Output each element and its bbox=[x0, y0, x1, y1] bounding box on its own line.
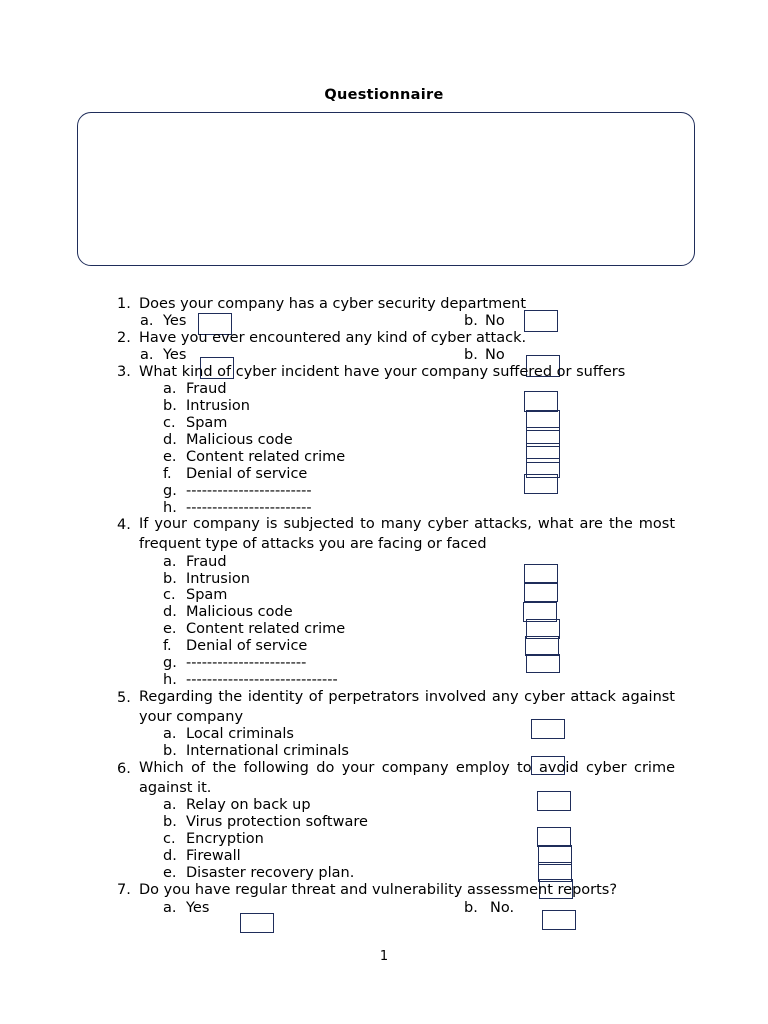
q4-option-b-mark: b. bbox=[163, 571, 177, 587]
q3-option-h-mark: h. bbox=[163, 500, 177, 516]
q3-checkbox-f[interactable] bbox=[524, 474, 558, 494]
q1-no-checkbox[interactable] bbox=[524, 310, 558, 332]
q5-option-a-label: Local criminals bbox=[186, 726, 294, 742]
q5-option-b-mark: b. bbox=[163, 743, 177, 759]
q7-no-checkbox[interactable] bbox=[542, 910, 576, 930]
q4-option-f-mark: f. bbox=[163, 638, 172, 654]
q1-a-mark: a. bbox=[140, 313, 154, 329]
q1-b-label: No bbox=[485, 313, 505, 329]
q4-option-g-label: ----------------------- bbox=[186, 655, 307, 671]
q3-option-b-mark: b. bbox=[163, 398, 177, 414]
q7-text: Do you have regular threat and vulnerability assessment reports? bbox=[139, 882, 618, 898]
q7-yes-checkbox[interactable] bbox=[240, 913, 274, 933]
q6-option-c-label: Encryption bbox=[186, 831, 264, 847]
q4-option-c-mark: c. bbox=[163, 587, 176, 603]
q2-number: 2. bbox=[117, 330, 131, 346]
q3-option-a-label: Fraud bbox=[186, 381, 227, 397]
q4-option-c-label: Spam bbox=[186, 587, 228, 603]
q4-option-h-label: ----------------------------- bbox=[186, 672, 338, 688]
q4-number: 4. bbox=[117, 517, 131, 533]
q4-option-g-mark: g. bbox=[163, 655, 177, 671]
q6-option-d-label: Firewall bbox=[186, 848, 241, 864]
q4-option-e-label: Content related crime bbox=[186, 621, 346, 637]
q2-a-mark: a. bbox=[140, 347, 154, 363]
q4-checkbox-e[interactable] bbox=[525, 636, 559, 656]
q5-number: 5. bbox=[117, 690, 131, 706]
q6-option-e-mark: e. bbox=[163, 865, 177, 881]
q2-a-label: Yes bbox=[163, 347, 187, 363]
q6-checkbox-a[interactable] bbox=[537, 791, 571, 811]
q6-option-e-label: Disaster recovery plan. bbox=[186, 865, 355, 881]
q4-option-b-label: Intrusion bbox=[186, 571, 250, 587]
q7-a-label: Yes bbox=[186, 900, 210, 916]
q3-option-e-label: Content related crime bbox=[186, 449, 346, 465]
q4-option-e-mark: e. bbox=[163, 621, 177, 637]
q3-option-h-label: ------------------------ bbox=[186, 500, 312, 516]
q3-option-c-label: Spam bbox=[186, 415, 228, 431]
q4-option-a-mark: a. bbox=[163, 554, 177, 570]
q3-option-d-mark: d. bbox=[163, 432, 177, 448]
q4-checkbox-b[interactable] bbox=[524, 582, 558, 602]
q4-checkbox-a[interactable] bbox=[524, 564, 558, 584]
q5-checkbox-a[interactable] bbox=[531, 719, 565, 739]
page-number: 1 bbox=[379, 949, 389, 964]
q3-option-b-label: Intrusion bbox=[186, 398, 250, 414]
q3-option-d-label: Malicious code bbox=[186, 432, 293, 448]
q3-option-f-mark: f. bbox=[163, 466, 172, 482]
q4-option-a-label: Fraud bbox=[186, 554, 227, 570]
q3-option-g-label: ------------------------ bbox=[186, 483, 312, 499]
q7-number: 7. bbox=[117, 882, 131, 898]
q2-b-label: No bbox=[485, 347, 505, 363]
q4-checkbox-f[interactable] bbox=[526, 654, 560, 673]
q5-option-b-label: International criminals bbox=[186, 743, 349, 759]
q1-text: Does your company has a cyber security department bbox=[139, 296, 527, 312]
q6-option-a-mark: a. bbox=[163, 797, 177, 813]
q1-b-mark: b. bbox=[464, 313, 478, 329]
q2-b-mark: b. bbox=[464, 347, 478, 363]
q6-checkbox-b[interactable] bbox=[537, 827, 571, 847]
q7-b-label: No. bbox=[490, 900, 515, 916]
q1-number: 1. bbox=[117, 296, 131, 312]
q3-option-a-mark: a. bbox=[163, 381, 177, 397]
q6-option-b-mark: b. bbox=[163, 814, 177, 830]
q4-option-f-label: Denial of service bbox=[186, 638, 308, 654]
q1-a-label: Yes bbox=[163, 313, 187, 329]
q6-option-a-label: Relay on back up bbox=[186, 797, 311, 813]
q3-option-e-mark: e. bbox=[163, 449, 177, 465]
q3-number: 3. bbox=[117, 364, 131, 380]
q3-option-g-mark: g. bbox=[163, 483, 177, 499]
q3-text: What kind of cyber incident have your company suffered or suffers bbox=[139, 364, 626, 380]
q5-text: Regarding the identity of perpetrators involved any cyber attack against your company bbox=[139, 689, 675, 725]
q3-option-f-label: Denial of service bbox=[186, 466, 308, 482]
document-title: Questionnaire bbox=[324, 87, 444, 103]
q4-text: If your company is subjected to many cyber attacks, what are the most frequent type of attacks you are facing or faced bbox=[139, 516, 675, 552]
q6-text: Which of the following do your company employ to avoid cyber crime against it. bbox=[139, 760, 675, 796]
q6-option-d-mark: d. bbox=[163, 848, 177, 864]
q5-option-a-mark: a. bbox=[163, 726, 177, 742]
q7-a-mark: a. bbox=[163, 900, 177, 916]
q3-option-c-mark: c. bbox=[163, 415, 176, 431]
q6-number: 6. bbox=[117, 761, 131, 777]
q6-option-b-label: Virus protection software bbox=[186, 814, 368, 830]
q4-option-h-mark: h. bbox=[163, 672, 177, 688]
q6-option-c-mark: c. bbox=[163, 831, 176, 847]
q4-option-d-mark: d. bbox=[163, 604, 177, 620]
q2-text: Have you ever encountered any kind of cyber attack. bbox=[139, 330, 527, 346]
q4-option-d-label: Malicious code bbox=[186, 604, 293, 620]
q3-checkbox-a[interactable] bbox=[524, 391, 558, 412]
header-info-panel bbox=[77, 112, 695, 266]
q7-b-mark: b. bbox=[464, 900, 478, 916]
